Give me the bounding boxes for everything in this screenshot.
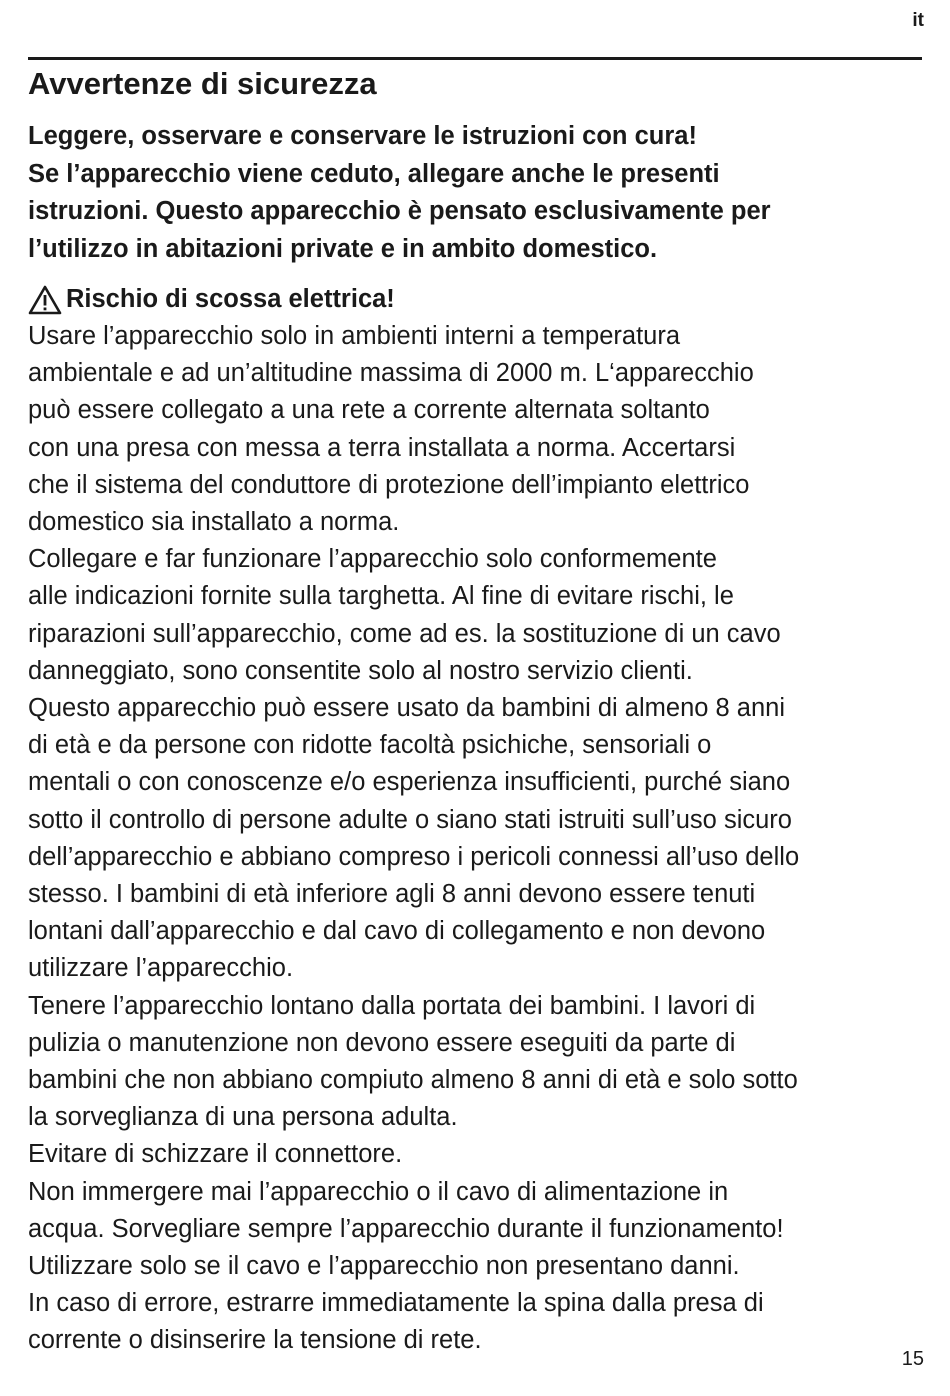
body-line: corrente o disinserire la tensione di rete. (28, 1326, 482, 1355)
body-line: danneggiato, sono consentite solo al nostro servizio clienti. (28, 656, 693, 685)
intro-line: Leggere, osservare e conservare le istruzioni con cura! (28, 122, 697, 150)
body-line: domestico sia installato a norma. (28, 508, 400, 537)
body-line: stesso. I bambini di età inferiore agli 8 anni devono essere tenuti (28, 880, 756, 909)
body-line: alle indicazioni fornite sulla targhetta. Al fine di evitare rischi, le (28, 582, 734, 611)
body-line: sotto il controllo di persone adulte o siano stati istruiti sull’uso sicuro (28, 805, 792, 834)
body-line: di età e da persone con ridotte facoltà psichiche, sensoriali o (28, 731, 712, 760)
body-line: utilizzare l’apparecchio. (28, 954, 294, 983)
body-line: Non immergere mai l’apparecchio o il cavo di alimentazione in (28, 1177, 729, 1206)
header-rule (28, 57, 922, 60)
body-line: che il sistema del conduttore di protezione dell’impianto elettrico (28, 470, 750, 499)
body-line: Utilizzare solo se il cavo e l’apparecchio non presentano danni. (28, 1252, 740, 1281)
body-line: acqua. Sorvegliare sempre l’apparecchio durante il funzionamento! (28, 1214, 784, 1243)
body-line: Usare l’apparecchio solo in ambienti interni a temperatura (28, 322, 681, 350)
body-line: può essere collegato a una rete a corrente alternata soltanto (28, 396, 710, 425)
body-line: riparazioni sull’apparecchio, come ad es. la sostituzione di un cavo (28, 619, 781, 648)
body-line: In caso di errore, estrarre immediatamente la spina dalla presa di (28, 1289, 764, 1318)
page-number: 15 (901, 1348, 924, 1370)
body-line: bambini che non abbiano compiuto almeno 8 anni di età e solo sotto (28, 1066, 798, 1095)
body-line: lontani dall’apparecchio e dal cavo di collegamento e non devono (28, 917, 766, 946)
intro-line: l’utilizzo in abitazioni private e in ambito domestico. (28, 234, 658, 263)
body-line: Evitare di schizzare il connettore. (28, 1140, 403, 1169)
body-text (28, 318, 928, 1360)
body-line: Tenere l’apparecchio lontano dalla portata dei bambini. I lavori di (28, 991, 756, 1020)
language-code: it (912, 10, 924, 31)
body-line: mentali o con conoscenze e/o esperienza insufficienti, purché siano (28, 768, 791, 797)
intro-line: Se l’apparecchio viene ceduto, allegare anche le presenti (28, 159, 720, 188)
body-line: Questo apparecchio può essere usato da bambini di almeno 8 anni (28, 694, 785, 723)
body-line: Collegare e far funzionare l’apparecchio solo conformemente (28, 545, 717, 574)
section-title: Avvertenze di sicurezza (28, 66, 377, 101)
body-line: la sorveglianza di una persona adulta. (28, 1103, 458, 1132)
warning-label: Rischio di scossa elettrica! (66, 285, 395, 313)
body-line: dell’apparecchio e abbiano compreso i pericoli connessi all’uso dello (28, 842, 800, 871)
intro-line: istruzioni. Questo apparecchio è pensato esclusivamente per (28, 197, 771, 225)
intro-paragraph (28, 118, 922, 268)
body-line: pulizia o manutenzione non devono essere eseguiti da parte di (28, 1028, 736, 1057)
warning-triangle-icon (28, 285, 66, 315)
warning-heading (28, 281, 395, 318)
body-line: con una presa con messa a terra installata a norma. Accertarsi (28, 433, 736, 462)
body-line: ambientale e ad un’altitudine massima di 2000 m. L‘apparecchio (28, 359, 754, 388)
